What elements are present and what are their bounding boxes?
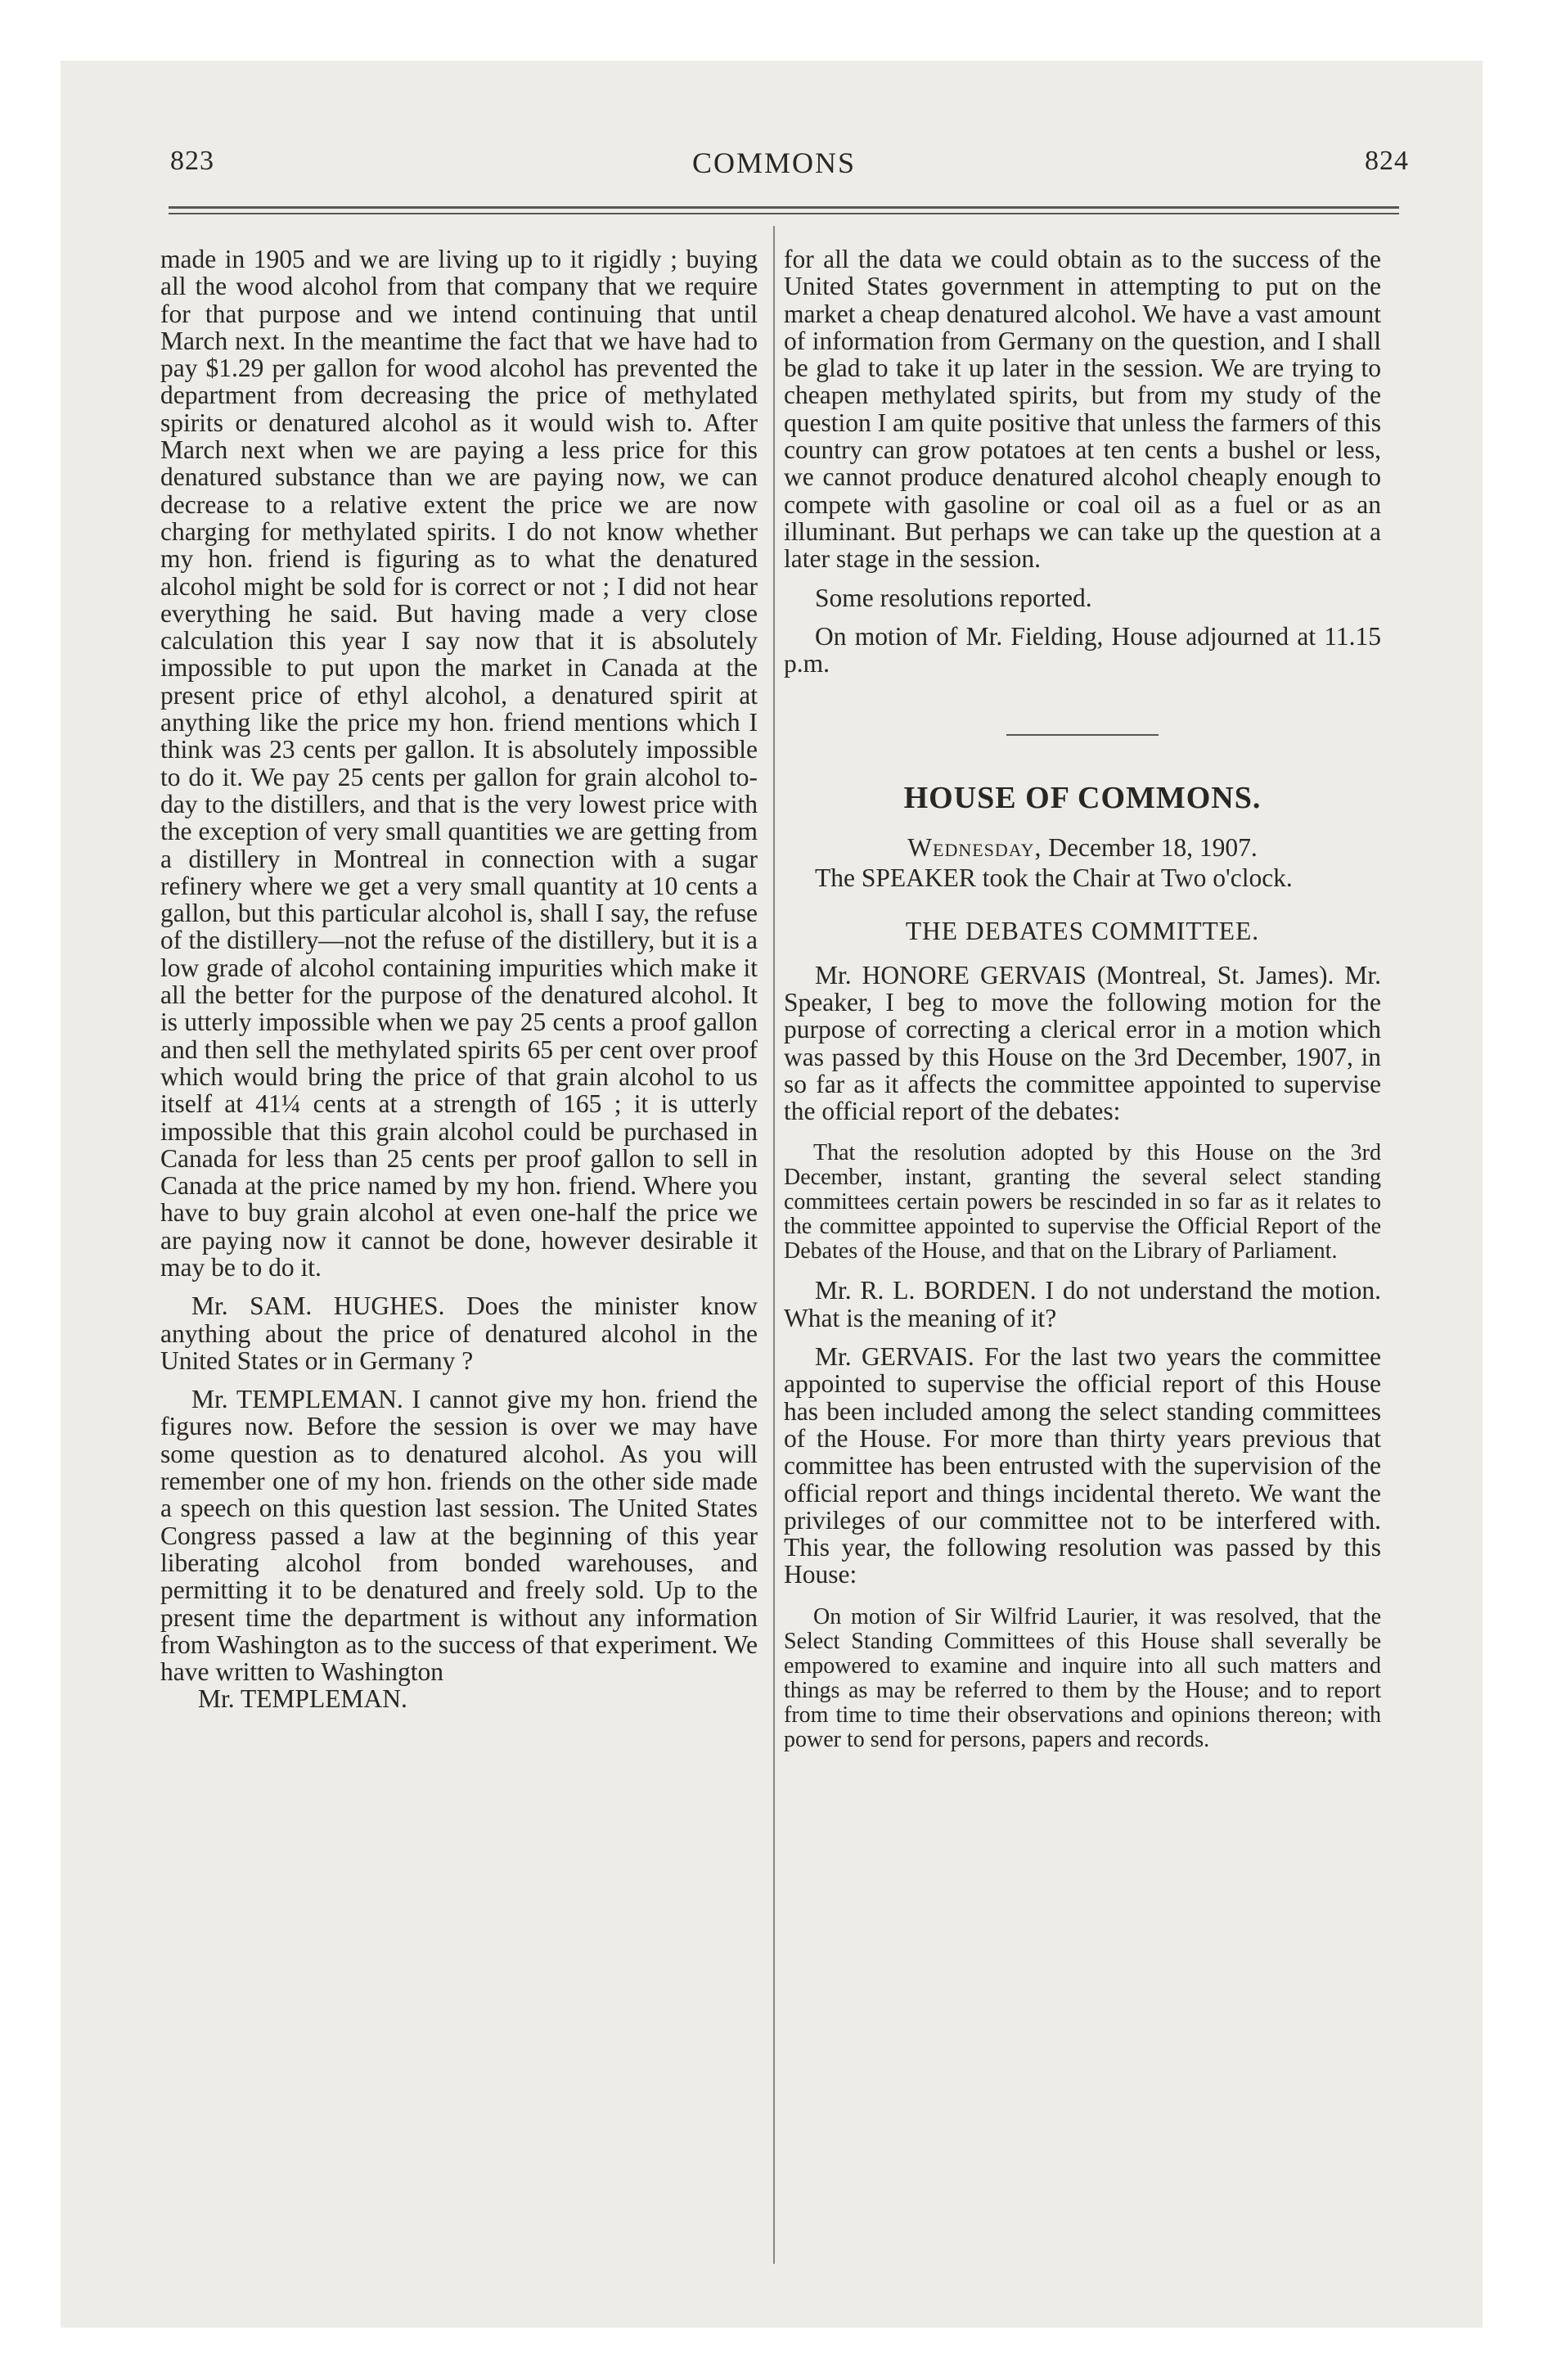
quote-text: On motion of Sir Wilfrid Laurier, it was resolved, that the Select Standing Committees of this House shall severally be empowered to examine and inquire into all such matters and things as may be referred to them by the House; and to report from time to time their observations and opinions thereon; with power to send for persons, papers and records. — [784, 1603, 1381, 1752]
paragraph: Some resolutions reported. — [815, 583, 1092, 612]
paragraph: Mr. R. L. BORDEN. I do not understand the motion. What is the meaning of it? — [784, 1276, 1381, 1332]
speaker-attribution: Mr. TEMPLEMAN. — [198, 1684, 407, 1714]
quote-text: That the resolution adopted by this House on the 3rd December, instant, granting the several select standing committees certain powers be rescinded in so far as it relates to the committee appointed to supervise the Official Report of the Debates of the House, and that on the Library of Parliament. — [784, 1140, 1381, 1264]
running-title: COMMONS — [691, 146, 857, 179]
paragraph: The SPEAKER took the Chair at Two o'clock. — [815, 863, 1293, 893]
quoted-resolution — [784, 1141, 1381, 1264]
paragraph: for all the data we could obtain as to the success of the United States government in attempting to put on the market a cheap denatured alcohol. We have a vast amount of information from Germany on the question, and I shall be glad to take it up later in the session. We are trying to cheapen methylated spirits, but from my study of the question I am quite positive that unless the farmers of this country can grow potatoes at ten cents a bushel or less, we cannot produce denatured alcohol cheaply enough to compete with gasoline or coal oil as a fuel or as an illuminant. But perhaps we can take up the question at a later stage in the session. — [784, 245, 1381, 574]
header-rule-double — [169, 213, 1399, 214]
right-page-number: 824 — [1365, 146, 1409, 176]
paragraph: Mr. GERVAIS. For the last two years the committee appointed to supervise the official report of this House has been included among the select standing committees of the House. For more than thirty years previous that committee has been entrusted with the supervision of the official report and things incidental thereto. We want the privileges of our committee not to be interfered with. This year, the following resolution was passed by this House: — [784, 1342, 1381, 1589]
right-column — [784, 246, 1381, 1765]
paragraph: Mr. TEMPLEMAN. I cannot give my hon. friend the figures now. Before the session is over we may have some question as to denatured alcohol. As you will remember one of my hon. friends on the other side made a speech on this question last session. The United States Congress passed a law at the beginning of this year liberating alcohol from bonded warehouses, and permitting it to be denatured and freely sold. Up to the present time the department is without any information from Washington as to the success of that experiment. We have written to Washington — [160, 1385, 758, 1687]
page-header — [0, 146, 1548, 195]
date-text: December 18, 1907. — [1048, 832, 1258, 862]
paragraph: On motion of Mr. Fielding, House adjourned at 11.15 p.m. — [784, 621, 1381, 678]
section-heading: THE DEBATES COMMITTEE. — [905, 917, 1260, 946]
header-rule — [169, 206, 1399, 209]
quoted-resolution — [784, 1605, 1381, 1752]
house-title: HOUSE OF COMMONS. — [903, 781, 1262, 816]
paragraph: made in 1905 and we are living up to it rigidly ; buying all the wood alcohol from that company that we require for that purpose and we intend continuing that until March next. In the meantime the fact that we have had to pay $1.29 per gallon for wood alcohol has prevented the department from decreasing the price of methylated spirits or denatured alcohol as it would wish to. After March next when we are paying a less price for this denatured substance than we are paying now, we can decrease to a relative extent the price we are now charging for methylated spirits. I do not know whether my hon. friend is figuring as to what the denatured alcohol might be sold for is correct or not ; I did not hear everything he said. But having made a very close calculation this year I say now that it is absolutely impossible to put upon the market in Canada at the present price of ethyl alcohol, a denatured spirit at anything like the price my hon. friend mentions which I think was 23 cents per gallon. It is absolutely impossible to do it. We pay 25 cents per gallon for grain alcohol to-day to the distillers, and that is the very lowest price with the exception of very small quantities we are getting from a distillery in Montreal in connection with a sugar refinery where we get a very small quantity at 10 cents a gallon, but this particular alcohol is, shall I say, the refuse of the distillery—not the refuse of the distillery, but it is a low grade of alcohol containing impurities which make it all the better for the purpose of the denatured alcohol. It is utterly impossible when we pay 25 cents a proof gallon and then sell the methylated spirits 65 per cent over proof which would bring the price of that grain alcohol to us itself at 41¼ cents at a strength of 165 ; it is utterly impossible that this grain alcohol could be purchased in Canada for less than 25 cents per proof gallon to sell in Canada at the price named by my hon. friend. Where you have to buy grain alcohol at even one-half the price we are paying now it cannot be done, however desirable it may be to do it. — [160, 245, 758, 1282]
paragraph: Mr. SAM. HUGHES. Does the minister know anything about the price of denatured alcohol in the United States or in Germany ? — [160, 1291, 758, 1375]
section-rule — [1006, 734, 1159, 736]
sitting-date — [784, 834, 1381, 861]
left-page-number: 823 — [170, 146, 214, 176]
column-divider — [773, 226, 775, 2264]
left-column — [160, 246, 758, 1713]
date-day: Wednesday, — [907, 832, 1042, 862]
paragraph: Mr. HONORE GERVAIS (Montreal, St. James). Mr. Speaker, I beg to move the following motion for the purpose of correcting a clerical error in a motion which was passed by this House on the 3rd December, 1907, in so far as it affects the committee appointed to supervise the official report of the debates: — [784, 960, 1381, 1126]
